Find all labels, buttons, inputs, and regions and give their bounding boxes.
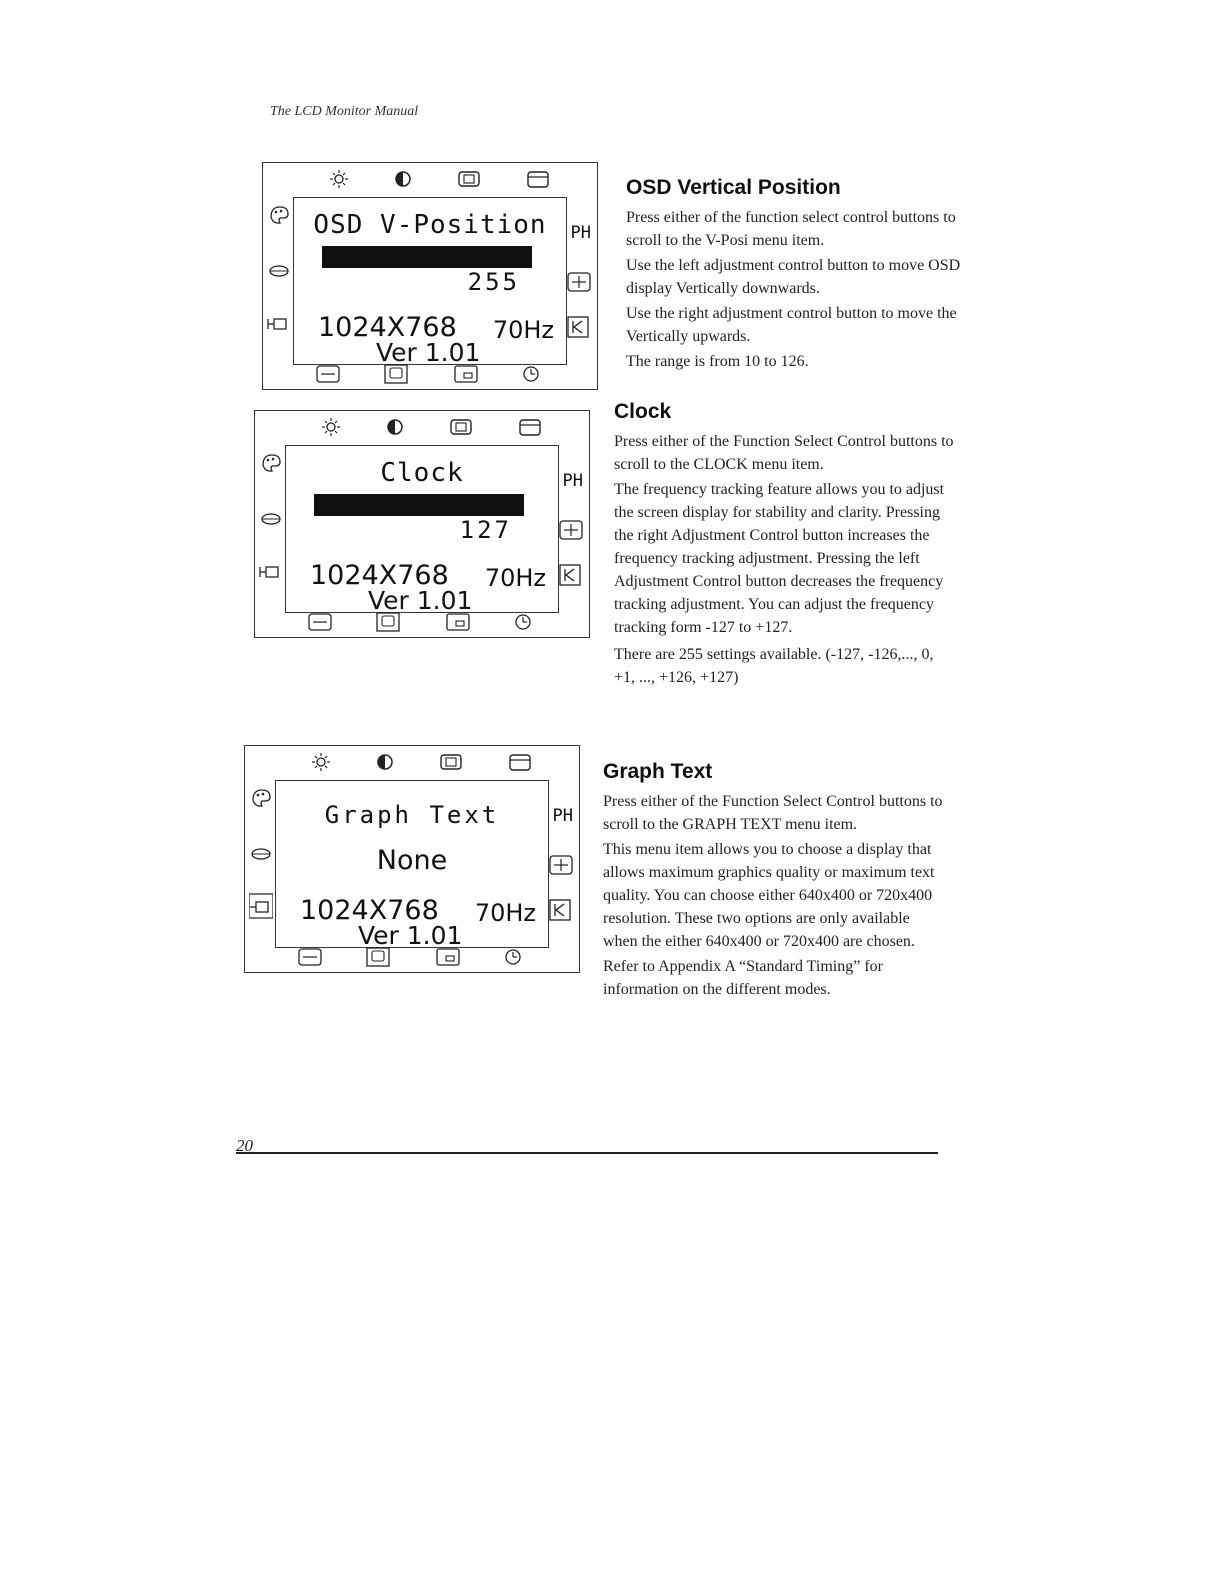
sharpness-icon (270, 266, 288, 276)
osd-position-icon (455, 366, 477, 382)
section-paragraph: Use the left adjustment control button to move OSD display Vertically downwards. (626, 257, 961, 297)
osd-figure-vposition (262, 162, 598, 390)
osd-setting-value: None (376, 845, 448, 876)
osd-menu-title: Clock (380, 458, 464, 488)
section-heading: Clock (614, 400, 672, 423)
osd-level-bar (322, 246, 532, 268)
horizontal-size-icon (260, 567, 278, 577)
osd-version: Ver 1.01 (368, 586, 473, 615)
left-icon-column (259, 451, 283, 591)
section-paragraph: Press either of the function select control buttons to scroll to the V-Posi menu item. (626, 209, 956, 249)
h-position-icon (317, 366, 339, 382)
color-palette-icon (263, 455, 280, 471)
top-icon-row (323, 169, 559, 189)
osd-menu-window (275, 780, 549, 948)
sharpness-icon (252, 849, 270, 859)
osd-refresh-rate: 70Hz (492, 316, 554, 344)
v-position-icon (367, 948, 389, 966)
reset-icon (560, 565, 580, 585)
h-position-icon (299, 949, 321, 965)
color-palette-icon (253, 790, 270, 806)
section-paragraph: There are 255 settings available. (-127, -126,..., 0, +1, ..., +126, +127) (614, 646, 934, 686)
horizontal-size-icon (268, 319, 286, 329)
section-paragraph: Refer to Appendix A “Standard Timing” for information on the different modes. (603, 958, 883, 998)
phase-label: PH (570, 223, 591, 243)
section-clock (614, 400, 958, 691)
osd-menu-window (293, 197, 567, 365)
color-palette-icon (271, 207, 288, 223)
top-icon-row (315, 417, 551, 437)
section-paragraph: This menu item allows you to choose a display that allows maximum graphics quality or maximum text quality. You can choose either 640x400 or 720x400 resolution. These two options are only available when the either 640x400 or 720x400 are chosen. (603, 841, 935, 950)
position-icon (550, 856, 572, 874)
brightness-icon (330, 170, 348, 188)
left-icon-column (249, 786, 273, 926)
osd-menu-title: Graph Text (324, 801, 500, 829)
osd-figure-graph-text (244, 745, 580, 973)
brightness-icon (322, 418, 340, 436)
osd-refresh-rate: 70Hz (474, 899, 536, 927)
horizontal-size-icon (249, 894, 273, 918)
screen-size-icon (451, 420, 471, 434)
osd-version: Ver 1.01 (358, 921, 463, 950)
v-position-icon (377, 613, 399, 631)
osd-resolution: 1024X768 (300, 895, 439, 926)
reset-icon (550, 900, 570, 920)
osd-level-value: 127 (459, 516, 512, 544)
section-heading: Graph Text (603, 760, 713, 783)
contrast-icon (396, 172, 410, 186)
v-position-icon (385, 365, 407, 383)
section-heading: OSD Vertical Position (626, 176, 841, 199)
section-paragraph: The range is from 10 to 126. (626, 353, 809, 370)
screen-top-icon (510, 755, 530, 770)
osd-figure-clock (254, 410, 590, 638)
bottom-icon-row (315, 363, 551, 385)
h-position-icon (309, 614, 331, 630)
osd-version: Ver 1.01 (376, 338, 481, 367)
position-icon (560, 521, 582, 539)
screen-size-icon (459, 172, 479, 186)
footer-rule (236, 1152, 938, 1154)
contrast-icon (388, 420, 402, 434)
top-icon-row (305, 752, 541, 772)
osd-timer-icon (506, 950, 520, 964)
screen-size-icon (441, 755, 461, 769)
osd-level-value: 255 (467, 268, 520, 296)
osd-timer-icon (516, 615, 530, 629)
osd-position-icon (447, 614, 469, 630)
phase-label: PH (552, 806, 573, 826)
position-icon (568, 273, 590, 291)
contrast-icon (378, 755, 392, 769)
osd-menu-title: OSD V-Position (313, 210, 547, 240)
section-osd-vertical-position (626, 176, 966, 375)
section-graph-text (603, 760, 947, 1003)
sharpness-icon (262, 514, 280, 524)
screen-top-icon (528, 172, 548, 187)
osd-menu-window (285, 445, 559, 613)
page-number: 20 (236, 1136, 253, 1155)
reset-icon (568, 317, 588, 337)
bottom-icon-row (297, 946, 533, 968)
section-paragraph: Press either of the Function Select Control buttons to scroll to the CLOCK menu item. (614, 433, 954, 473)
osd-resolution: 1024X768 (310, 560, 449, 591)
screen-top-icon (520, 420, 540, 435)
phase-label: PH (562, 471, 583, 491)
osd-position-icon (437, 949, 459, 965)
osd-timer-icon (524, 367, 538, 381)
section-paragraph: Use the right adjustment control button to move the Vertically upwards. (626, 305, 957, 345)
osd-resolution: 1024X768 (318, 312, 457, 343)
osd-refresh-rate: 70Hz (484, 564, 546, 592)
left-icon-column (267, 203, 291, 343)
section-paragraph: The frequency tracking feature allows you to adjust the screen display for stability and clarity. Pressing the right Adjustment Control button increases the frequency tracking adjustment. Pressing the left Adjustment Control button decreases the frequency tracking adjustment. You can adjust the frequency tracking form -127 to +127. (614, 481, 945, 636)
running-head: The LCD Monitor Manual (270, 104, 419, 119)
brightness-icon (312, 753, 330, 771)
bottom-icon-row (307, 611, 543, 633)
osd-level-bar (314, 494, 524, 516)
section-paragraph: Press either of the Function Select Control buttons to scroll to the GRAPH TEXT menu item. (603, 793, 943, 833)
